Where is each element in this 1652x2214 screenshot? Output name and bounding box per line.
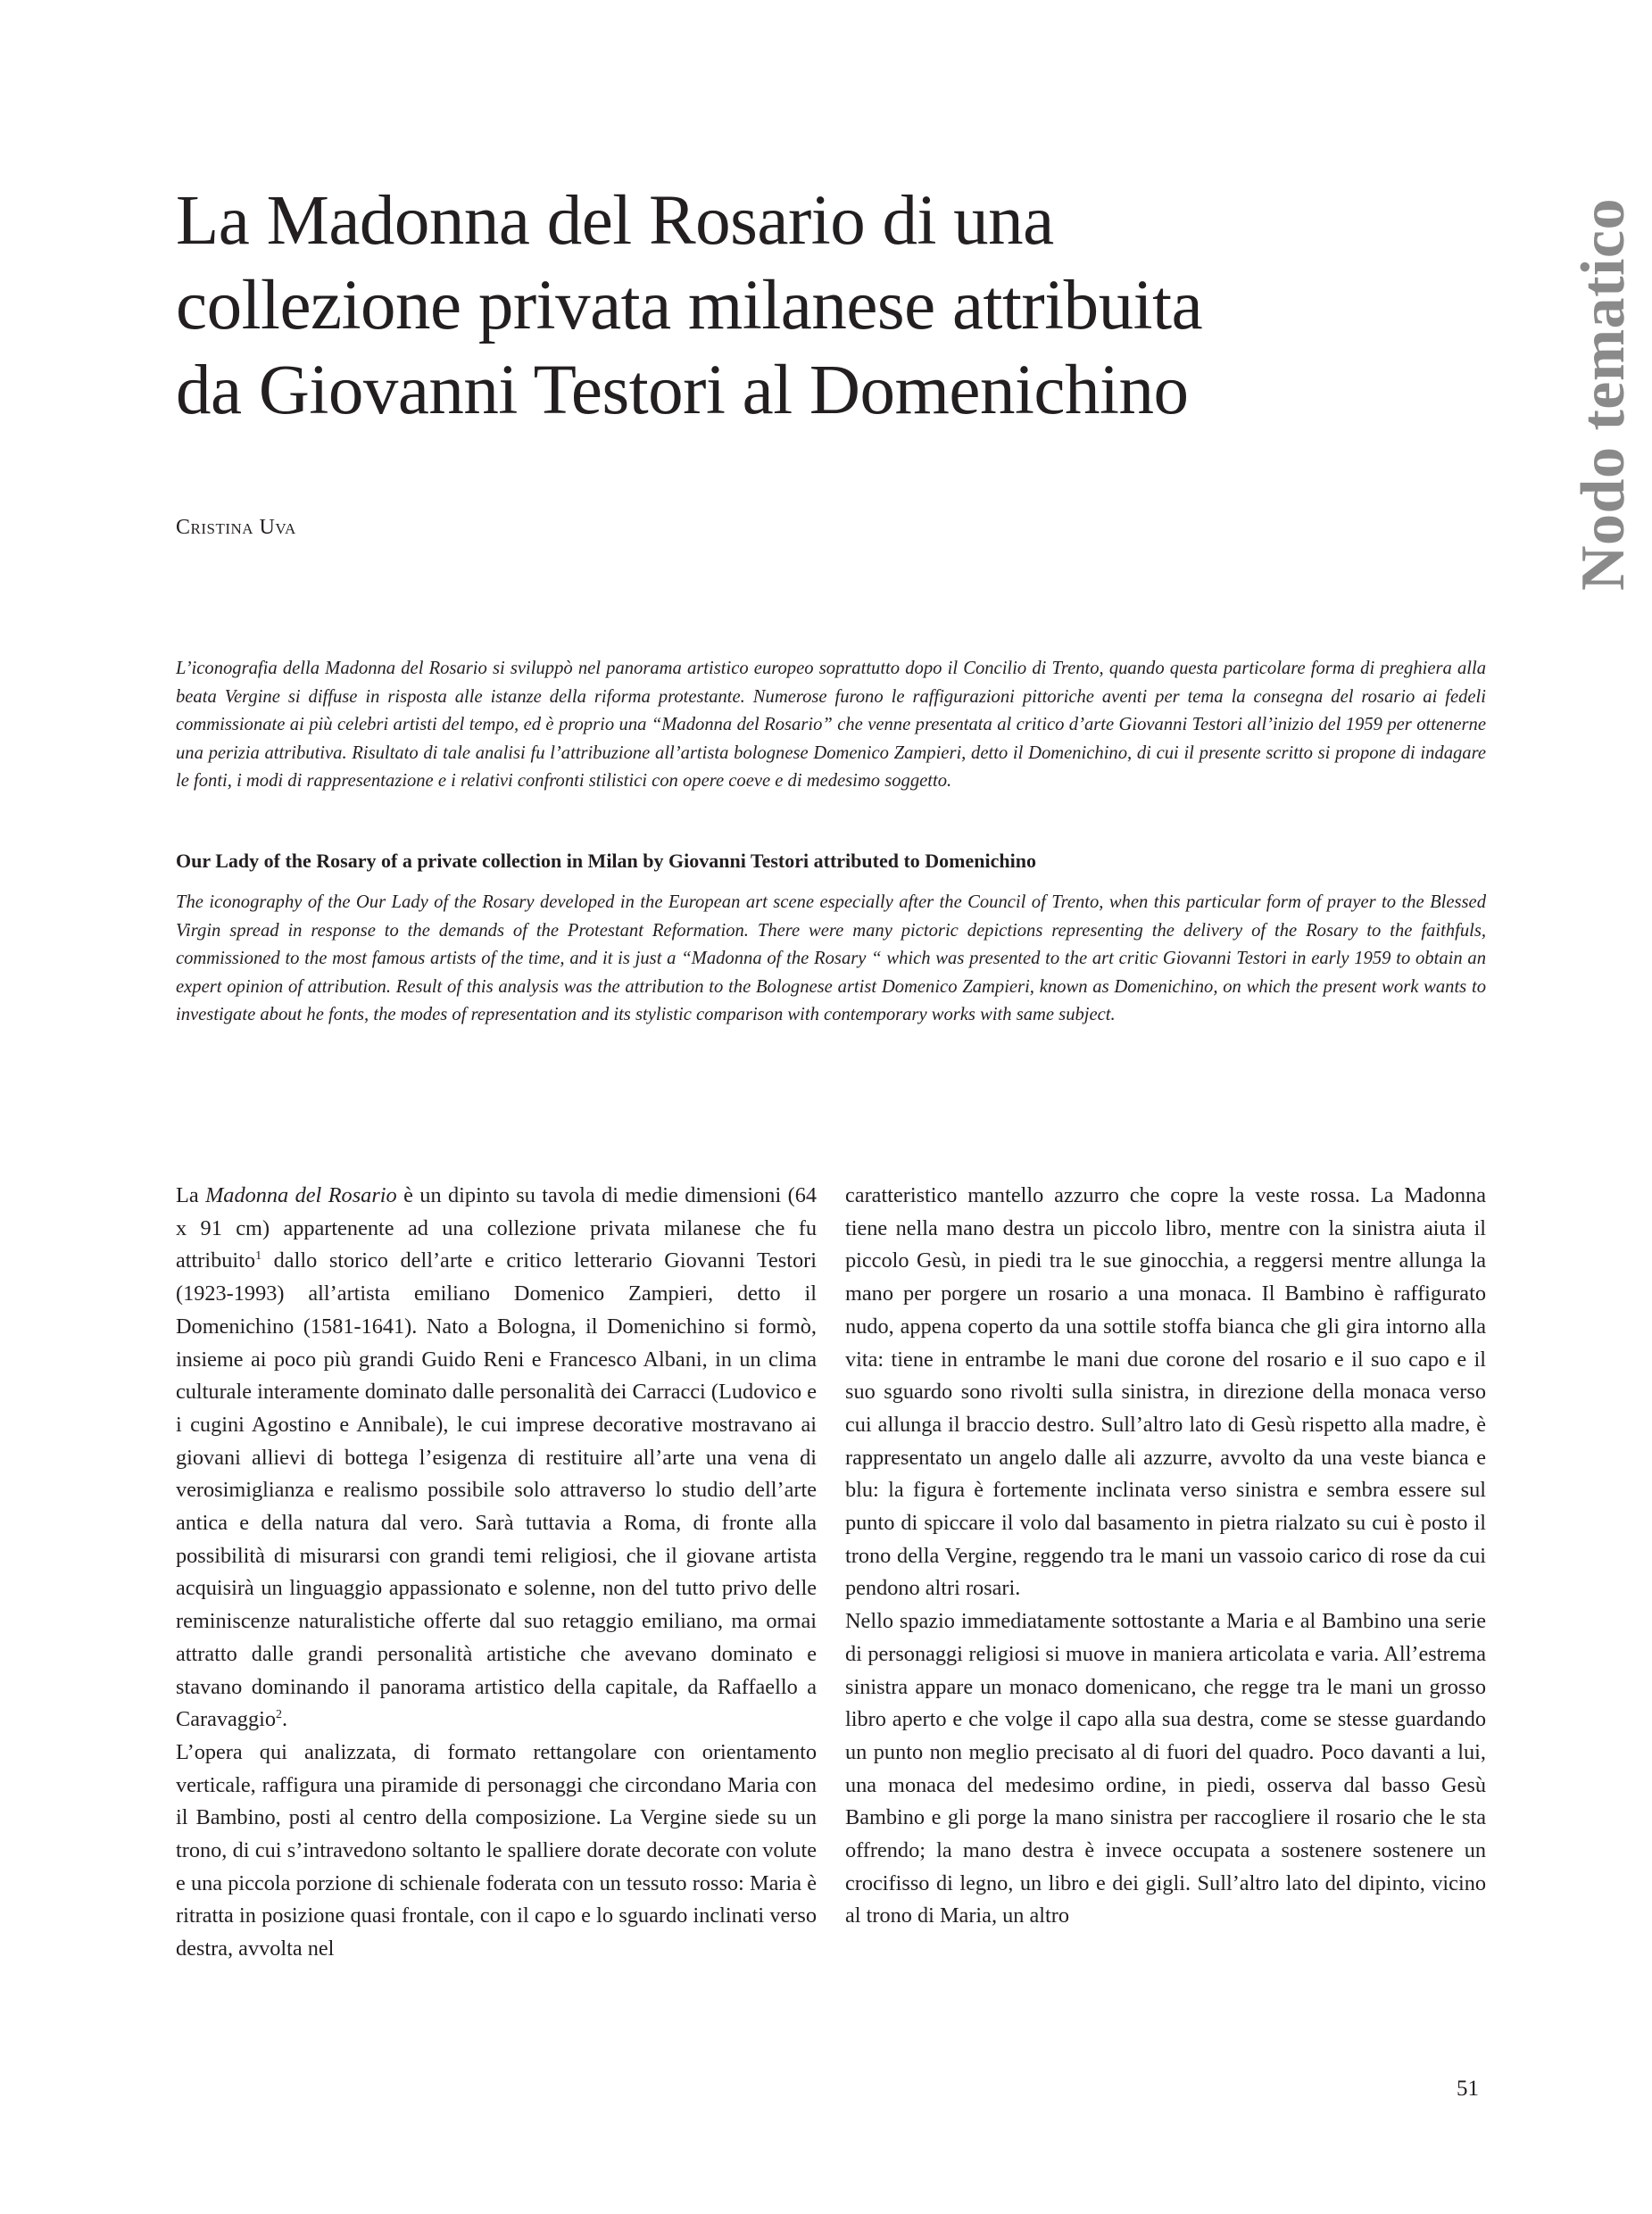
body-column-right [845, 1180, 1486, 1933]
title-line: La Madonna del Rosario di una [176, 182, 1054, 260]
abstract-italian: L’iconografia della Madonna del Rosario si sviluppò nel panorama artistico europeo soprattutto dopo il Concilio di Trento, quando questa particolare forma di preghiera alla beata Vergine si diffuse in risposta alle istanze della riforma protestante. Numerose furono le raffigurazioni pittoriche aventi per tema la consegna del rosario ai fedeli commissionate ai più celebri artisti del tempo, ed è proprio una “Madonna del Rosario” che venne presentata al critico d’arte Giovanni Testori all’inizio del 1959 per ottenerne una perizia attributiva. Risultato di tale analisi fu l’attribuzione all’artista bolognese Domenico Zampieri, detto il Domenichino, di cui il presente scritto si propone di indagare le fonti, i modi di rappresentazione e i relativi confronti stilistici con opere coeve e di medesimo soggetto. [176, 659, 1486, 791]
abstract-english: The iconography of the Our Lady of the Rosary developed in the European art scene especially after the Council of Trento, when this particular form of prayer to the Blessed Virgin spread in response to the demands of the Protestant Reformation. There were many pictoric depictions representing the delivery of the Rosary to the faithfuls, commissioned to the most famous artists of the time, and it is just a “Madonna of the Rosary “ which was presented to the art critic Giovanni Testori in early 1959 to obtain an expert opinion of attribution. Result of this analysis was the attribution to the Bolognese artist Domenico Zampieri, known as Domenichino, on which the present work wants to investigate about he fonts, the modes of representation and its stylistic comparison with contemporary works with same subject. [176, 892, 1486, 1024]
title-line: collezione privata milanese attribuita [176, 267, 1203, 344]
text-run: La [176, 1183, 206, 1207]
painting-title: Madonna del Rosario [205, 1183, 397, 1207]
body-paragraph: L’opera qui analizzata, di formato rettangolare con orientamento verticale, raffigura una piramide di personaggi che circondano Maria con il Bambino, posti al centro della composizione. La Vergine siede su un trono, di cui s’intravedono soltanto le spalliere dorate decorate con volute e una piccola porzione di schienale foderata con un tessuto rosso: Maria è ritratta in posizione quasi frontale, con il capo e lo sguardo inclinati verso destra, avvolta nel [176, 1739, 817, 1961]
text-run: dallo storico dell’arte e critico letterario Giovanni Testori (1923-1993) all’artista emiliano Domenico Zampieri, detto il Domenichino (1581-1641). Nato a Bologna, il Domenichino si formò, insieme ai poco più grandi Guido Reni e Francesco Albani, in un clima culturale interamente dominato dalle personalità dei Carracci (Ludovico e i cugini Agostino e Annibale), le cui imprese decorative mostravano ai giovani allievi di bottega l’esigenza di restituire all’arte una vena di verosimiglianza e realismo possibile solo attraverso lo studio dell’arte antica e della natura dal vero. Sarà tuttavia a Roma, di fronte alla possibilità di misurarsi con grandi temi religiosi, che il giovane artista acquisirà un linguaggio appassionato e solenne, non del tutto privo delle reminiscenze naturalistiche offerte dal suo retaggio emiliano, ma ormai attratto dalle grandi personalità artistiche che avevano dominato e stavano dominando il panorama artistico della capitale, da Raffaello a Caravaggio [176, 1248, 817, 1732]
footnote-ref[interactable]: 2 [276, 1708, 282, 1722]
body-paragraph: Nello spazio immediatamente sottostante a Maria e al Bambino una serie di personaggi religiosi si muove in maniera articolata e varia. All’estrema sinistra appare un monaco domenicano, che regge tra le mani un grosso libro aperto e che volge il capo alla sua destra, come se stesse guardando un punto non meglio precisato al di fuori del quadro. Poco davanti a lui, una monaca del medesimo ordine, in piedi, osserva dal basso Gesù Bambino e gli porge la mano sinistra per raccogliere il rosario che le sta offrendo; la mano destra è invece occupata a sostenere sostenere un crocifisso di legno, un libro e dei gigli. Sull’altro lato del dipinto, vicino al trono di Maria, un altro [845, 1609, 1486, 1928]
body-paragraph: caratteristico mantello azzurro che copre la veste rossa. La Madonna tiene nella mano destra un piccolo libro, mentre con la sinistra aiuta il piccolo Gesù, in piedi tra le sue ginocchia, a reggersi mentre allunga la mano per porgere un rosario a una monaca. Il Bambino è raffigurato nudo, appena coperto da una sottile stoffa bianca che gli gira intorno alla vita: tiene in entrambe le mani due corone del rosario e il suo capo e il suo sguardo sono rivolti sulla sinistra, in direzione della monaca verso cui allunga il braccio destro. Sull’altro lato di Gesù rispetto alla madre, è rappresentato un angelo dalle ali azzurre, avvolto da una veste bianca e blu: la figura è fortemente inclinata verso sinistra e sembra essere sul punto di spiccare il volo dal basamento in pietra rialzato su cui è posto il trono della Vergine, reggendo tra le mani un vassoio carico di rose da cui pendono altri rosari. [845, 1183, 1486, 1601]
section-label-text: Nodo tematico [1569, 197, 1639, 592]
body-column-left [176, 1180, 817, 1966]
text-run: . [282, 1707, 288, 1732]
footnote-ref[interactable]: 1 [255, 1249, 262, 1264]
body-paragraph [176, 1180, 817, 1737]
title-line: da Giovanni Testori al Domenichino [176, 352, 1189, 429]
author-name: Cristina Uva [176, 516, 296, 539]
article-title [176, 178, 1443, 433]
text-run: è un dipinto su tavola di medie dimensioni (64 x 91 cm) appartenente ad una collezione privata milanese che fu attribuito [176, 1183, 818, 1273]
section-label [1555, 198, 1652, 591]
page-number: 51 [1457, 2077, 1479, 2101]
english-title: Our Lady of the Rosary of a private collection in Milan by Giovanni Testori attributed to Domenichino [176, 850, 1036, 872]
